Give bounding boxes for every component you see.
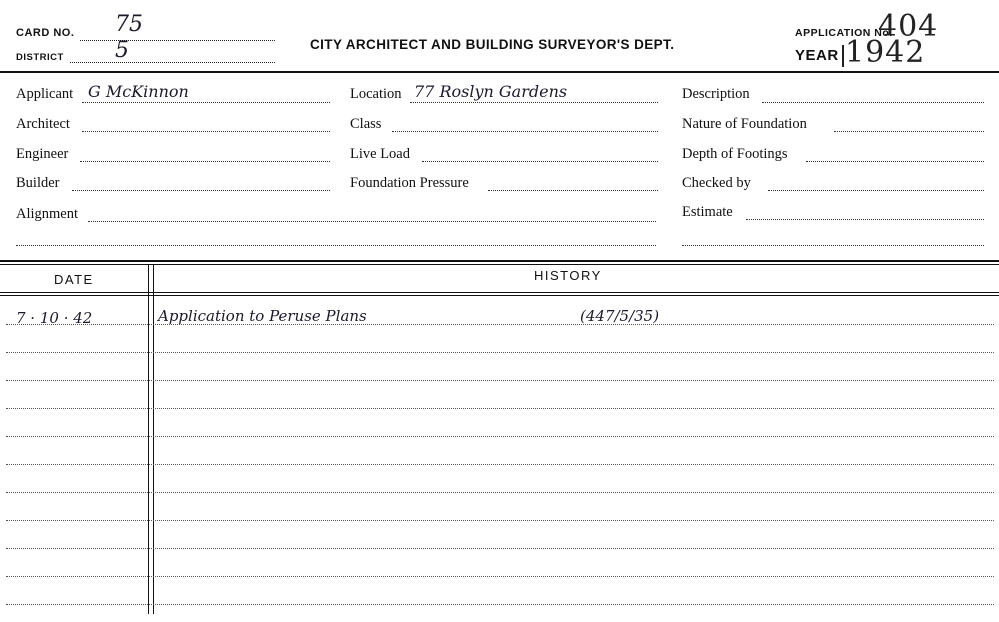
- depth-of-footings-label: Depth of Footings: [682, 146, 788, 162]
- table-row: [6, 464, 994, 465]
- table-row: [6, 408, 994, 409]
- location-value: 77 Roslyn Gardens: [414, 82, 568, 101]
- history-entry-date: 7 · 10 · 42: [16, 309, 93, 327]
- application-no-value: 404: [878, 9, 939, 44]
- year-tick: [842, 45, 844, 67]
- live-load-line: [422, 161, 658, 162]
- location-label: Location: [350, 86, 402, 102]
- class-line: [392, 131, 658, 132]
- alignment-label: Alignment: [16, 206, 79, 222]
- live-load-label: Live Load: [350, 146, 410, 162]
- card-no-label: CARD NO.: [16, 27, 75, 39]
- history-entry-text: Application to Peruse Plans: [158, 307, 367, 325]
- application-no-label: APPLICATION No.: [795, 27, 893, 39]
- class-label: Class: [350, 116, 382, 132]
- history-entry-ref: (447/5/35): [580, 307, 660, 325]
- engineer-label: Engineer: [16, 146, 69, 162]
- description-line: [762, 102, 984, 103]
- date-header: DATE: [54, 272, 94, 287]
- district-line: [70, 62, 275, 63]
- applicant-value: G McKinnon: [88, 82, 189, 101]
- checked-by-line: [768, 190, 984, 191]
- alignment-line: [88, 221, 656, 222]
- engineer-line: [80, 161, 330, 162]
- card-no-value: 75: [115, 12, 143, 37]
- column-divider-2: [153, 264, 154, 614]
- foundation-pressure-label: Foundation Pressure: [350, 175, 469, 191]
- builder-line: [72, 190, 330, 191]
- department-title: CITY ARCHITECT AND BUILDING SURVEYOR'S DEPT.: [310, 37, 675, 52]
- foundation-pressure-line: [488, 190, 658, 191]
- nature-of-foundation-label: Nature of Foundation: [682, 116, 807, 132]
- column-divider: [148, 264, 149, 614]
- table-row: [6, 380, 994, 381]
- estimate-label: Estimate: [682, 204, 733, 220]
- architect-label: Architect: [16, 116, 70, 132]
- header-row-rule-2: [0, 295, 999, 296]
- estimate-line-2: [682, 245, 984, 246]
- table-top-rule-2: [0, 264, 999, 265]
- table-row: [6, 576, 994, 577]
- year-label: YEAR: [795, 47, 839, 64]
- table-row: [6, 352, 994, 353]
- applicant-label: Applicant: [16, 86, 74, 102]
- alignment-line-2: [16, 245, 656, 246]
- table-row: [6, 604, 994, 605]
- history-header: HISTORY: [534, 268, 602, 283]
- checked-by-label: Checked by: [682, 175, 751, 191]
- table-row: [6, 520, 994, 521]
- estimate-line: [746, 219, 984, 220]
- header-rule: [0, 71, 999, 73]
- table-top-rule: [0, 260, 999, 262]
- depth-of-footings-line: [806, 161, 984, 162]
- description-label: Description: [682, 86, 750, 102]
- year-value: 1942: [845, 35, 926, 70]
- architect-line: [82, 131, 330, 132]
- location-line: [410, 102, 658, 103]
- district-value: 5: [115, 38, 129, 63]
- builder-label: Builder: [16, 175, 60, 191]
- district-label: DISTRICT: [16, 52, 64, 63]
- table-row: [6, 436, 994, 437]
- table-row: [6, 548, 994, 549]
- header-row-rule: [0, 292, 999, 293]
- table-row: [6, 492, 994, 493]
- applicant-line: [82, 102, 330, 103]
- nature-of-foundation-line: [834, 131, 984, 132]
- card-no-line: [80, 40, 275, 41]
- table-row: [6, 324, 994, 325]
